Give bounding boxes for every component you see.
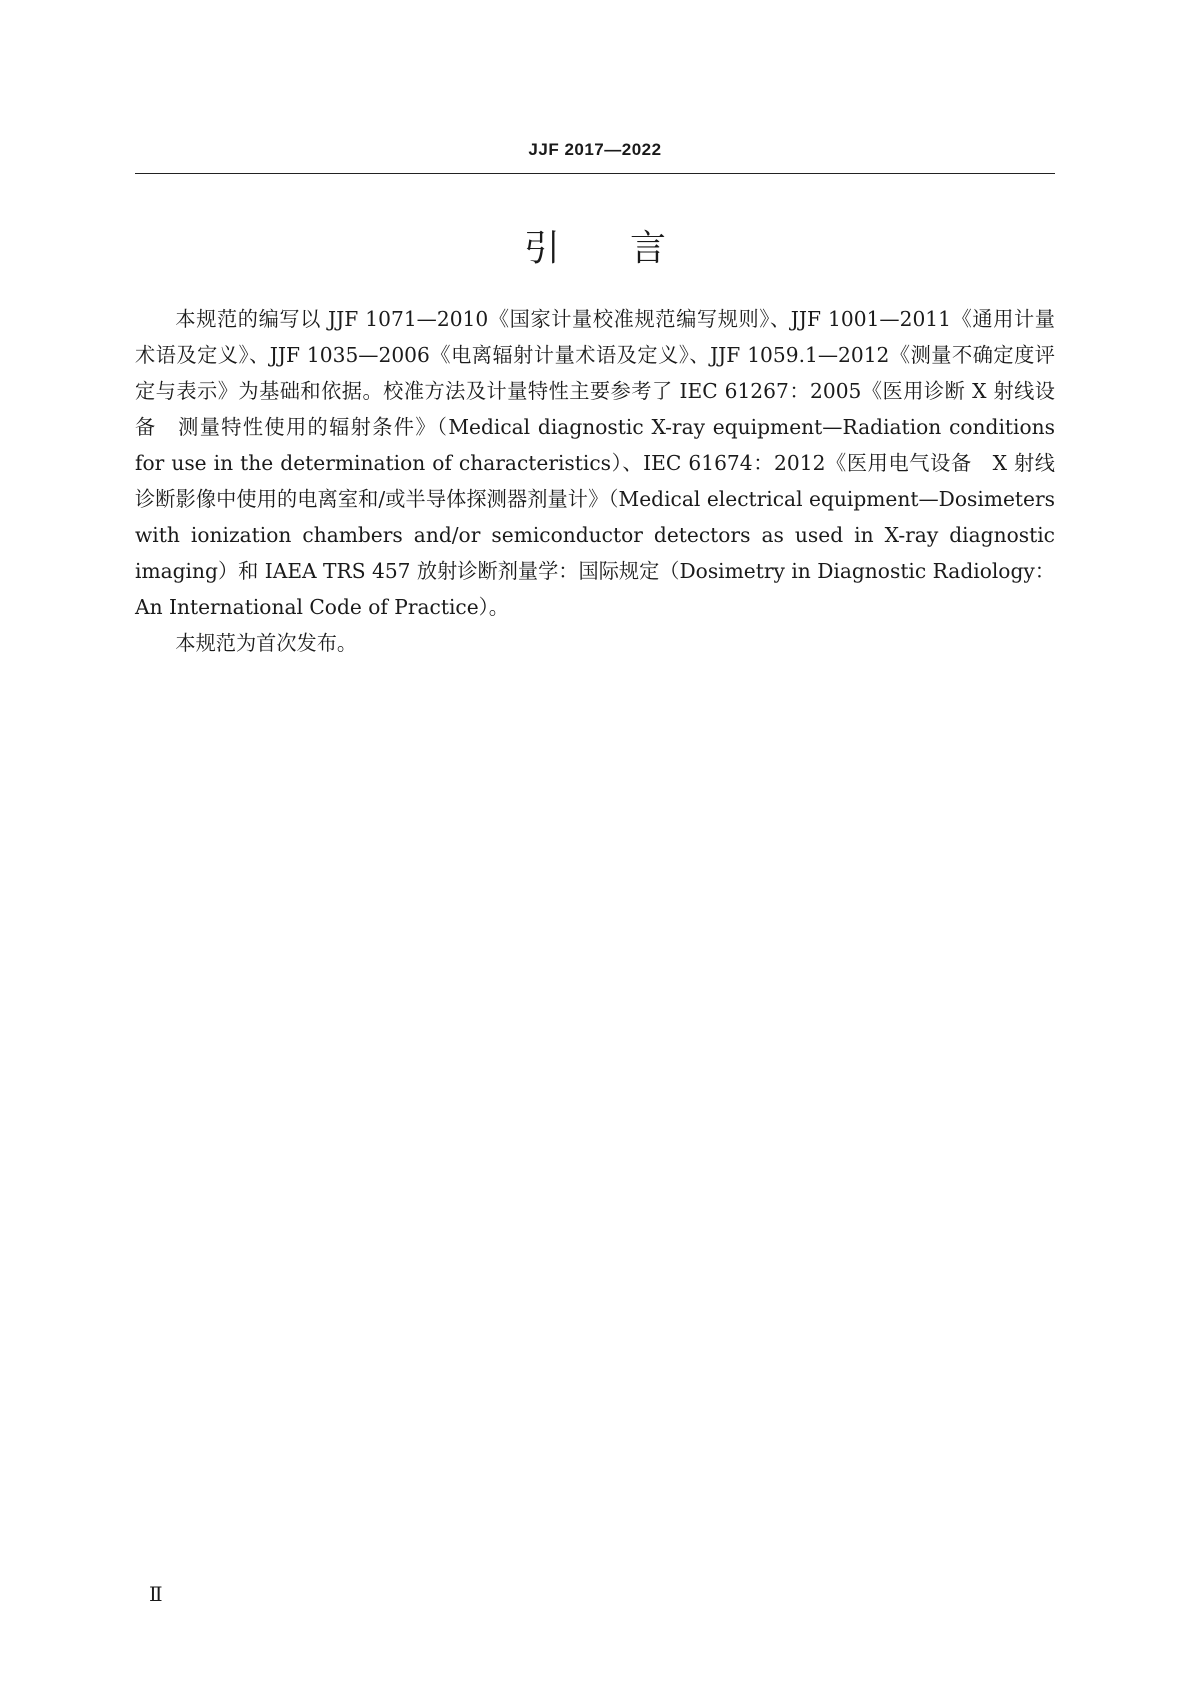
paragraph-first-release: 本规范为首次发布。 [175,631,358,655]
title-char-2: 言 [630,228,667,269]
paragraph-references: 本规范的编写以 JJF 1071—2010《国家计量校准规范编写规则》、JJF 1001—2011《通用计量术语及定义》、JJF 1035—2006《电离辐射计量术语及定义》、JJF 1059.1—2012《测量不确定度评定与表示》为基础和依据。校准方法及计量特性主要参考了 IEC 61267：2005《医用诊断 X 射线设备 测量特性使用的辐射条件》（Medical diagnostic X-ray equipment—Radiation conditions for use in the determination of characteristics）、IEC 61674：2012《医用电气设备 X 射线诊断影像中使用的电离室和/或半导体探测器剂量计》（Medical electrical equipment—Dosimeters with ionization chambers and/or semiconductor detectors as used in X-ray diagnostic imaging）和 IAEA TRS 457 放射诊断剂量学：国际规定（Dosimetry in Diagnostic Radiology：An International Code of Practice）。 [135,307,1055,619]
running-header: JJF 2017—2022 [528,140,662,159]
page-number: Ⅱ [149,1582,163,1606]
page-title [135,220,1055,271]
body-text [135,301,1055,661]
header-rule [135,173,1055,174]
title-char-1: 引 [523,228,560,269]
